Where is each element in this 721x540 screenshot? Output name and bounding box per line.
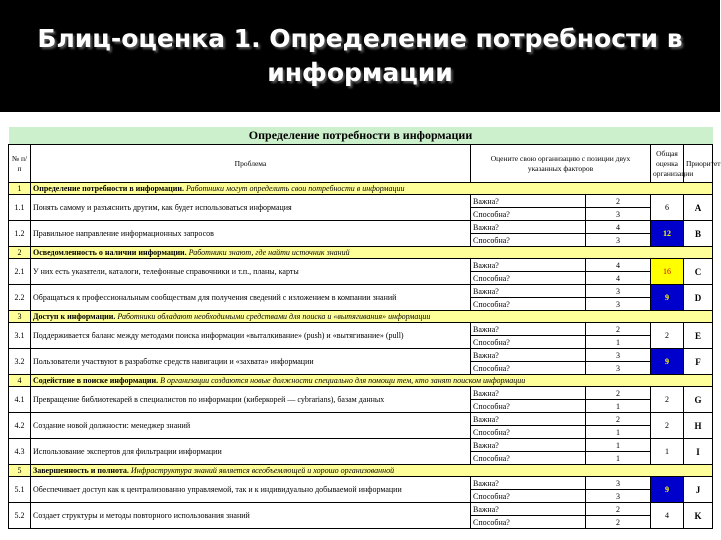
importance-value[interactable]: 4 [586, 259, 651, 272]
importance-label[interactable]: Важна? [471, 221, 586, 234]
importance-label[interactable]: Важна? [471, 387, 586, 400]
item-number[interactable]: 1.1 [9, 195, 31, 221]
ability-value[interactable]: 1 [586, 400, 651, 413]
section-title[interactable] [31, 183, 713, 195]
ability-label[interactable]: Способна? [471, 452, 586, 465]
total-score[interactable]: 6 [651, 195, 684, 221]
ability-value[interactable]: 1 [586, 336, 651, 349]
total-score[interactable]: 12 [651, 221, 684, 247]
item-problem[interactable]: Обеспечивает доступ как к централизованно управляемой, так и к индивидуально добываемой информации [31, 477, 471, 503]
priority-letter[interactable]: J [684, 477, 713, 503]
item-row [9, 477, 713, 490]
section-title[interactable] [31, 465, 713, 477]
importance-value[interactable]: 3 [586, 285, 651, 298]
importance-label[interactable]: Важна? [471, 477, 586, 490]
section-number[interactable]: 4 [9, 375, 31, 387]
item-number[interactable]: 4.2 [9, 413, 31, 439]
assessment-table [8, 127, 721, 529]
section-description: Работники обладают необходимыми средствами для поиска и «вытягивания» информации [117, 312, 431, 321]
priority-letter[interactable]: E [684, 323, 713, 349]
item-problem[interactable]: У них есть указатели, каталоги, телефонные справочники и т.п., планы, карты [31, 259, 471, 285]
section-row [9, 247, 713, 259]
section-description: Работники могут определить свои потребности в информации [186, 184, 405, 193]
item-problem[interactable]: Поддерживается баланс между методами поиска информации «выталкивание» (push) и «вытягивание» (pull) [31, 323, 471, 349]
priority-letter[interactable]: K [684, 503, 713, 529]
ability-value[interactable]: 1 [586, 426, 651, 439]
ability-value[interactable]: 3 [586, 208, 651, 221]
importance-label[interactable]: Важна? [471, 323, 586, 336]
section-number[interactable]: 5 [9, 465, 31, 477]
section-description: Работники знают, где найти источник знаний [188, 248, 350, 257]
spreadsheet [8, 127, 721, 529]
header-problem: Проблема [31, 145, 471, 183]
ability-label[interactable]: Способна? [471, 272, 586, 285]
total-score[interactable]: 16 [651, 259, 684, 285]
item-row [9, 323, 713, 336]
total-score[interactable]: 9 [651, 285, 684, 311]
total-score[interactable]: 2 [651, 323, 684, 349]
item-row [9, 285, 713, 298]
section-row [9, 183, 713, 195]
ability-value[interactable]: 4 [586, 272, 651, 285]
ability-label[interactable]: Способна? [471, 516, 586, 529]
item-problem[interactable]: Использование экспертов для фильтрации информации [31, 439, 471, 465]
item-number[interactable]: 5.1 [9, 477, 31, 503]
item-number[interactable]: 3.1 [9, 323, 31, 349]
item-row [9, 439, 713, 452]
importance-value[interactable]: 4 [586, 221, 651, 234]
ability-value[interactable]: 2 [586, 516, 651, 529]
priority-letter[interactable]: G [684, 387, 713, 413]
section-row [9, 465, 713, 477]
ability-label[interactable]: Способна? [471, 298, 586, 311]
total-score[interactable]: 2 [651, 387, 684, 413]
item-number[interactable]: 5.2 [9, 503, 31, 529]
item-problem[interactable]: Превращение библиотекарей в специалистов по информации (киберкорей — cybrarians), базам данных [31, 387, 471, 413]
importance-label[interactable]: Важна? [471, 413, 586, 426]
priority-letter[interactable]: D [684, 285, 713, 311]
total-score[interactable]: 1 [651, 439, 684, 465]
section-name: Доступ к информации. [33, 312, 116, 321]
ability-label[interactable]: Способна? [471, 234, 586, 247]
item-problem[interactable]: Создание новой должности: менеджер знаний [31, 413, 471, 439]
importance-value[interactable]: 1 [586, 439, 651, 452]
section-description: В организации создаются новые должности специально для помощи тем, кто занят поиском информации [160, 376, 526, 385]
importance-label[interactable]: Важна? [471, 285, 586, 298]
importance-value[interactable]: 2 [586, 503, 651, 516]
item-row [9, 503, 713, 516]
item-row [9, 387, 713, 400]
header-factors: Оцените свою организацию с позиции двух указанных факторов [471, 145, 651, 183]
ability-value[interactable]: 1 [586, 452, 651, 465]
importance-value[interactable]: 2 [586, 323, 651, 336]
item-problem[interactable]: Создает структуры и методы повторного использования знаний [31, 503, 471, 529]
importance-value[interactable]: 3 [586, 477, 651, 490]
section-title[interactable] [31, 311, 713, 323]
priority-letter[interactable]: I [684, 439, 713, 465]
ability-value[interactable]: 3 [586, 234, 651, 247]
priority-letter[interactable]: B [684, 221, 713, 247]
ability-value[interactable]: 3 [586, 490, 651, 503]
section-description: Инфраструктура знаний является всеобъемлющей и хорошо организованной [130, 466, 395, 475]
item-problem[interactable]: Понять самому и разъяснить другим, как будет использоваться информация [31, 195, 471, 221]
ability-label[interactable]: Способна? [471, 400, 586, 413]
importance-label[interactable]: Важна? [471, 503, 586, 516]
ability-value[interactable]: 3 [586, 298, 651, 311]
item-number[interactable]: 1.2 [9, 221, 31, 247]
importance-label[interactable]: Важна? [471, 439, 586, 452]
item-row [9, 259, 713, 272]
importance-value[interactable]: 2 [586, 387, 651, 400]
section-title[interactable] [31, 375, 713, 387]
item-number[interactable]: 2.2 [9, 285, 31, 311]
item-problem[interactable]: Правильное направление информационных запросов [31, 221, 471, 247]
ability-label[interactable]: Способна? [471, 490, 586, 503]
total-score[interactable]: 9 [651, 477, 684, 503]
importance-label[interactable]: Важна? [471, 259, 586, 272]
header-total: Общая оценка организации [651, 145, 684, 183]
section-row [9, 311, 713, 323]
item-number[interactable]: 2.1 [9, 259, 31, 285]
section-number[interactable]: 3 [9, 311, 31, 323]
item-problem[interactable]: Обращаться к профессиональным сообществам для получения сведений с изложением в компании знаний [31, 285, 471, 311]
section-name: Определение потребности в информации. [33, 184, 184, 193]
header-num: № п/п [9, 145, 31, 183]
importance-value[interactable]: 2 [586, 413, 651, 426]
ability-label[interactable]: Способна? [471, 336, 586, 349]
section-name: Осведомленность о наличии информации. [33, 248, 187, 257]
importance-value[interactable]: 3 [586, 349, 651, 362]
section-name: Завершенность и полнота. [33, 466, 129, 475]
importance-label[interactable]: Важна? [471, 349, 586, 362]
ability-value[interactable]: 3 [586, 362, 651, 375]
item-row [9, 221, 713, 234]
ability-label[interactable]: Способна? [471, 208, 586, 221]
priority-letter[interactable]: F [684, 349, 713, 375]
total-score[interactable]: 4 [651, 503, 684, 529]
item-problem[interactable]: Пользователи участвуют в разработке средств навигации и «захвата» информации [31, 349, 471, 375]
priority-letter[interactable]: C [684, 259, 713, 285]
importance-label[interactable]: Важна? [471, 195, 586, 208]
item-number[interactable]: 4.3 [9, 439, 31, 465]
item-number[interactable]: 4.1 [9, 387, 31, 413]
section-row [9, 375, 713, 387]
slide-title: Блиц-оценка 1. Определение потребности в информации [0, 0, 720, 112]
importance-value[interactable]: 2 [586, 195, 651, 208]
priority-letter[interactable]: H [684, 413, 713, 439]
ability-label[interactable]: Способна? [471, 362, 586, 375]
total-score[interactable]: 9 [651, 349, 684, 375]
ability-label[interactable]: Способна? [471, 426, 586, 439]
section-title[interactable] [31, 247, 713, 259]
item-row [9, 349, 713, 362]
item-number[interactable]: 3.2 [9, 349, 31, 375]
item-row [9, 413, 713, 426]
priority-letter[interactable]: A [684, 195, 713, 221]
total-score[interactable]: 2 [651, 413, 684, 439]
section-name: Содействие в поиске информации. [33, 376, 159, 385]
section-number[interactable]: 2 [9, 247, 31, 259]
section-number[interactable]: 1 [9, 183, 31, 195]
item-row [9, 195, 713, 208]
table-title: Определение потребности в информации [9, 127, 713, 145]
header-priority: Приоритет [684, 145, 713, 183]
